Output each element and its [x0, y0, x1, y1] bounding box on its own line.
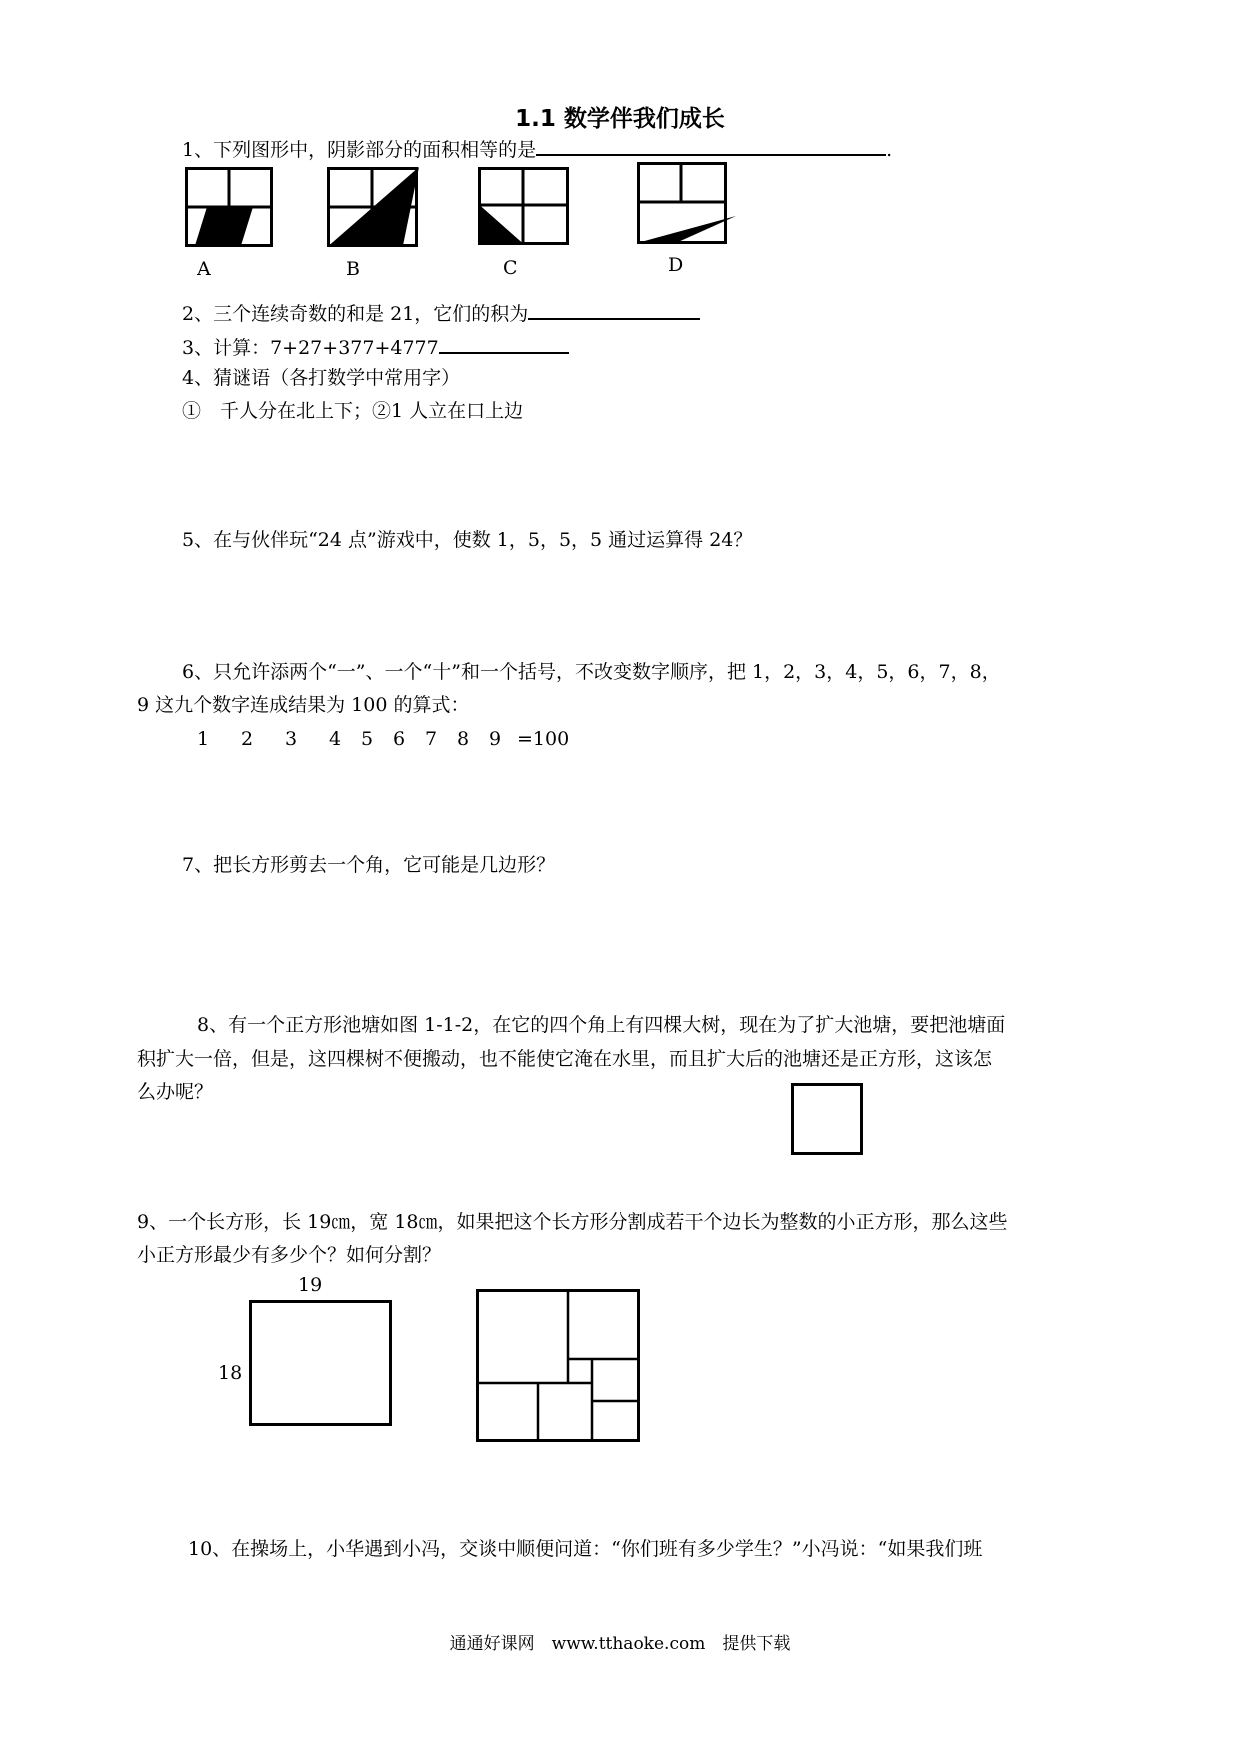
digit-2: 2 — [241, 728, 254, 750]
answer-blank-1[interactable] — [536, 136, 886, 156]
answer-blank-2[interactable] — [528, 300, 700, 320]
answer-blank-3[interactable] — [439, 334, 569, 354]
digit-1: 1 — [197, 728, 210, 750]
question-1 — [182, 136, 892, 162]
pond-square-figure — [791, 1083, 863, 1155]
digit-5: 5 — [361, 728, 374, 750]
question-3 — [182, 334, 569, 360]
question-7: 7、把长方形剪去一个角，它可能是几边形？ — [182, 854, 556, 876]
figure-a-label: A — [197, 258, 211, 280]
question-4: 4、猜谜语（各打数学中常用字） — [182, 367, 461, 389]
figure-c-label: C — [503, 257, 518, 279]
digit-3: 3 — [285, 728, 298, 750]
question-8-line2: 积扩大一倍，但是，这四棵树不便搬动，也不能使它淹在水里，而且扩大后的池塘还是正方形，这该怎 — [137, 1048, 993, 1070]
result-100: =100 — [517, 728, 570, 750]
question-8-line3: 么办呢？ — [137, 1081, 214, 1103]
question-9-line1: 9、一个长方形，长 19㎝，宽 18㎝，如果把这个长方形分割成若干个边长为整数的小正方形，那么这些 — [137, 1211, 1008, 1233]
digit-4: 4 — [329, 728, 342, 750]
figure-a — [185, 167, 273, 247]
question-8-line1: 8、有一个正方形池塘如图 1-1-2，在它的四个角上有四棵大树，现在为了扩大池塘，要把池塘面 — [197, 1014, 1006, 1036]
question-3-text: 3、计算：7+27+377+4777 — [182, 337, 439, 359]
question-9-line2: 小正方形最少有多少个？如何分割？ — [137, 1244, 442, 1266]
figure-d — [637, 162, 737, 244]
figure-d-label: D — [668, 254, 684, 276]
question-2 — [182, 300, 700, 326]
page-footer: 通通好课网 www.tthaoke.com 提供下载 — [449, 1634, 791, 1654]
digit-8: 8 — [457, 728, 470, 750]
digit-9: 9 — [489, 728, 502, 750]
question-6-line2: 9 这九个数字连成结果为 100 的算式： — [137, 694, 470, 716]
rectangle-19x18-figure — [249, 1300, 392, 1426]
square-dissection-figure — [476, 1289, 640, 1442]
figure-c — [478, 167, 570, 245]
question-1-text: 1、下列图形中，阴影部分的面积相等的是 — [182, 139, 537, 161]
question-2-text: 2、三个连续奇数的和是 21，它们的积为 — [182, 303, 529, 325]
digit-7: 7 — [425, 728, 438, 750]
figure-b — [327, 167, 419, 247]
rectangle-length-label: 19 — [298, 1274, 323, 1296]
question-4-riddles: ① 千人分在北上下；②1 人立在口上边 — [182, 400, 524, 422]
figure-b-label: B — [346, 258, 360, 280]
digit-sequence — [197, 727, 569, 751]
digit-6: 6 — [393, 728, 406, 750]
question-10: 10、在操场上，小华遇到小冯，交谈中顺便问道：“你们班有多少学生？”小冯说：“如果我们班 — [188, 1538, 983, 1560]
page-title: 1.1 数学伴我们成长 — [515, 106, 725, 132]
rectangle-width-label: 18 — [218, 1362, 243, 1384]
question-5: 5、在与伙伴玩“24 点”游戏中，使数 1，5，5，5 通过运算得 24？ — [182, 529, 753, 551]
question-6-line1: 6、只允许添两个“一”、一个“十”和一个括号，不改变数字顺序，把 1，2，3，4，5，6，7，8， — [182, 661, 1001, 683]
question-1-end: . — [886, 139, 893, 161]
